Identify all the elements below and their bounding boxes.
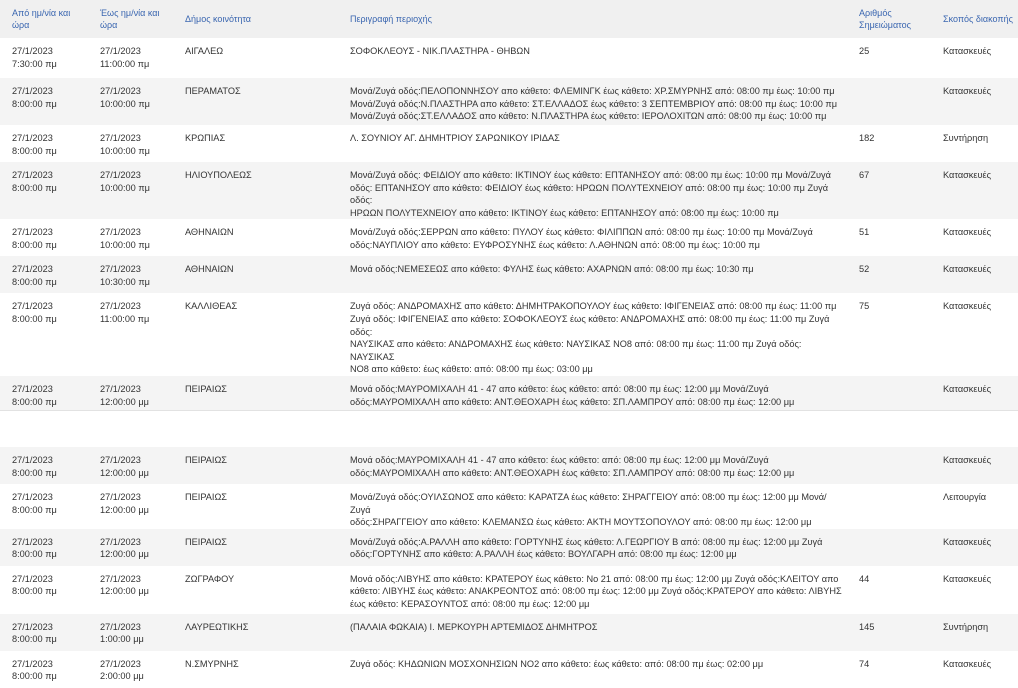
table-row (0, 219, 1018, 256)
cell-purpose: Κατασκευές (943, 301, 992, 312)
cell-from: 27/1/2023 8:00:00 πμ (0, 256, 88, 293)
cell-from: 27/1/2023 8:00:00 πμ (12, 491, 57, 515)
cell-municipality: ΚΑΛΛΙΘΕΑΣ (185, 301, 238, 312)
cell-municipality: ΑΘΗΝΑΙΩΝ (173, 256, 342, 293)
gap-cell (0, 410, 1018, 447)
cell-to: 27/1/2023 12:00:00 μμ (100, 491, 149, 515)
cell-purpose: Κατασκευές (935, 162, 1018, 219)
cell-to: 27/1/2023 12:00:00 μμ (88, 447, 173, 484)
cell-to: 27/1/2023 10:00:00 πμ (88, 78, 173, 125)
table-row (0, 162, 1018, 219)
cell-to: 27/1/2023 2:00:00 μμ (100, 658, 144, 682)
table-row (0, 651, 1018, 688)
cell-description: Μονά/Ζυγά οδός: ΦΕΙΔΙΟΥ απο κάθετο: ΙΚΤΙΝΟΥ έως κάθετο: ΕΠΤΑΝΗΣΟΥ από: 08:00 πμ έως: 10:00 πμ Μονά/Ζυγά οδός: ΕΠΤΑΝΗΣΟΥ απο κάθετο: ΦΕΙΔΙΟΥ έως κάθετο: ΗΡΩΩΝ ΠΟΛΥΤΕΧΝΕΙΟΥ από: 08:00 πμ έως: 10:00 πμ Ζυγά οδός: ΗΡΩΩΝ ΠΟΛΥΤΕΧΝΕΙΟΥ απο κάθετο: ΙΚΤΙΝΟΥ έως κάθετο: ΕΠΤΑΝΗΣΟΥ από: 08:00 πμ έως: 10:00 πμ (342, 162, 851, 219)
table-row (0, 256, 1018, 293)
cell-municipality: ΠΕΙΡΑΙΩΣ (173, 376, 342, 411)
header-number[interactable]: Αριθμός Σημειώματος (851, 0, 935, 38)
cell-description: Ζυγά οδός: ΑΝΔΡΟΜΑΧΗΣ απο κάθετο: ΔΗΜΗΤΡΑΚΟΠΟΥΛΟΥ έως κάθετο: ΙΦΙΓΕΝΕΙΑΣ από: 08:00 πμ έως: 11:00 πμ Ζυγά οδός: ΙΦΙΓΕΝΕΙΑΣ απο κάθετο: ΣΟΦΟΚΛΕΟΥΣ έως κάθετο: ΑΝΔΡΟΜΑΧΗΣ από: 08:00 πμ έως: 11:00 πμ Ζυγά οδός: ΝΑΥΣΙΚΑΣ απο κάθετο: ΑΝΔΡΟΜΑΧΗΣ έως κάθετο: ΝΑΥΣΙΚΑΣ ΝΟ8 από: 08:00 πμ έως: 11:00 πμ Ζυγά οδός: ΝΑΥΣΙΚΑΣ ΝΟ8 απο κάθετο: έως κάθετο: από: 08:00 πμ έως: 03:00 μμ (350, 301, 837, 375)
cell-to: 27/1/2023 12:00:00 μμ (88, 376, 173, 411)
cell-from: 27/1/2023 8:00:00 πμ (0, 78, 88, 125)
cell-purpose: Λειτουργία (943, 491, 987, 502)
cell-to: 27/1/2023 1:00:00 μμ (88, 614, 173, 651)
cell-description: Μονά οδός:ΜΑΥΡΟΜΙΧΑΛΗ 41 - 47 απο κάθετο: έως κάθετο: από: 08:00 πμ έως: 12:00 μμ Μονά/Ζυγά οδός:ΜΑΥΡΟΜΙΧΑΛΗ απο κάθετο: ΑΝΤ.ΘΕΟΧΑΡΗ έως κάθετο: ΣΠ.ΛΑΜΠΡΟΥ από: 08:00 πμ έως: 12:00 μμ (342, 447, 851, 484)
cell-number: 75 (859, 301, 870, 312)
cell-purpose: Κατασκευές (935, 529, 1018, 566)
table-gap (0, 410, 1018, 447)
cell-to: 27/1/2023 12:00:00 μμ (88, 529, 173, 566)
cell-number (851, 447, 935, 484)
cell-from: 27/1/2023 8:00:00 πμ (0, 376, 88, 411)
cell-purpose: Συντήρηση (943, 133, 989, 143)
cell-description: Λ. ΣΟΥΝΙΟΥ ΑΓ. ΔΗΜΗΤΡΙΟΥ ΣΑΡΩΝΙΚΟΥ ΙΡΙΔΑΣ (350, 133, 560, 143)
cell-to: 27/1/2023 10:00:00 πμ (100, 227, 150, 250)
cell-to: 27/1/2023 11:00:00 πμ (100, 301, 150, 324)
cell-purpose: Κατασκευές (943, 227, 992, 238)
cell-municipality: ΚΡΩΠΙΑΣ (185, 133, 226, 143)
table-row (0, 447, 1018, 484)
cell-municipality: ΠΕΙΡΑΙΩΣ (173, 529, 342, 566)
cell-from: 27/1/2023 8:00:00 πμ (12, 227, 57, 250)
cell-number (851, 376, 935, 411)
cell-municipality: ΑΘΗΝΑΙΩΝ (185, 227, 234, 238)
table-row (0, 293, 1018, 376)
table-row (0, 529, 1018, 566)
cell-description: Μονά/Ζυγά οδός:Α.ΡΑΛΛΗ απο κάθετο: ΓΟΡΤΥΝΗΣ έως κάθετο: Λ.ΓΕΩΡΓΙΟΥ Β από: 08:00 πμ έως: 12:00 μμ Ζυγά οδός:ΓΟΡΤΥΝΗΣ απο κάθετο: Α.ΡΑΛΛΗ έως κάθετο: ΒΟΥΛΓΑΡΗ από: 08:00 πμ έως: 12:00 μμ (342, 529, 851, 566)
cell-from: 27/1/2023 8:00:00 πμ (0, 614, 88, 651)
cell-purpose: Κατασκευές (935, 447, 1018, 484)
cell-purpose: Κατασκευές (935, 256, 1018, 293)
table-row (0, 78, 1018, 125)
cell-from: 27/1/2023 8:00:00 πμ (12, 573, 57, 597)
cell-municipality: ΛΑΥΡΕΩΤΙΚΗΣ (173, 614, 342, 651)
cell-number (851, 78, 935, 125)
cell-number: 67 (851, 162, 935, 219)
table-row (0, 566, 1018, 614)
cell-municipality: Ν.ΣΜΥΡΝΗΣ (185, 658, 239, 669)
cell-from: 27/1/2023 8:00:00 πμ (0, 447, 88, 484)
cell-from: 27/1/2023 8:00:00 πμ (12, 133, 57, 156)
cell-purpose: Κατασκευές (935, 376, 1018, 411)
cell-number: 44 (859, 573, 870, 584)
cell-to: 27/1/2023 12:00:00 μμ (100, 573, 149, 597)
cell-from: 27/1/2023 7:30:00 πμ (12, 46, 57, 69)
table-row (0, 38, 1018, 78)
cell-number: 182 (859, 133, 875, 143)
table-row (0, 614, 1018, 651)
cell-municipality: ΗΛΙΟΥΠΟΛΕΩΣ (173, 162, 342, 219)
table-row (0, 125, 1018, 162)
header-description[interactable]: Περιγραφή περιοχής (342, 0, 851, 38)
cell-purpose: Συντήρηση (935, 614, 1018, 651)
cell-description: ΣΟΦΟΚΛΕΟΥΣ - ΝΙΚ.ΠΛΑΣΤΗΡΑ - ΘΗΒΩΝ (350, 46, 530, 56)
cell-to: 27/1/2023 10:00:00 πμ (88, 162, 173, 219)
table-row (0, 484, 1018, 529)
cell-to: 27/1/2023 10:00:00 πμ (100, 133, 150, 156)
cell-purpose: Κατασκευές (935, 78, 1018, 125)
cell-municipality: ΠΕΙΡΑΙΩΣ (173, 447, 342, 484)
cell-description: Μονά οδός:ΛΙΒΥΗΣ απο κάθετο: ΚΡΑΤΕΡΟΥ έως κάθετο: Νο 21 από: 08:00 πμ έως: 12:00 μμ Ζυγά οδός:ΚΛΕΙΤΟΥ απο κάθετο: ΛΙΒΥΗΣ έως κάθετο: ΑΝΑΚΡΕΟΝΤΟΣ από: 08:00 πμ έως: 12:00 μμ Ζυγά οδός:ΚΡΑΤΕΡΟΥ απο κάθετο: ΛΙΒΥΗΣ έως κάθετο: ΚΕΡΑΣΟΥΝΤΟΣ από: 08:00 πμ έως: 12:00 μμ (350, 573, 842, 609)
cell-purpose: Κατασκευές (943, 46, 992, 56)
cell-purpose: Κατασκευές (943, 658, 992, 669)
cell-description: Μονά οδός:ΝΕΜΕΣΕΩΣ απο κάθετο: ΦΥΛΗΣ έως κάθετο: ΑΧΑΡΝΩΝ από: 08:00 πμ έως: 10:30 πμ (342, 256, 851, 293)
cell-description: Μονά/Ζυγά οδός:ΣΕΡΡΩΝ απο κάθετο: ΠΥΛΟΥ έως κάθετο: ΦΙΛΙΠΠΩΝ από: 08:00 πμ έως: 10:00 πμ Μονά/Ζυγά οδός:ΝΑΥΠΛΙΟΥ απο κάθετο: ΕΥΦΡΟΣΥΝΗΣ έως κάθετο: Λ.ΑΘΗΝΩΝ από: 08:00 πμ έως: 10:00 πμ (350, 227, 813, 250)
cell-municipality: ΠΕΙΡΑΙΩΣ (185, 491, 227, 502)
table-row (0, 376, 1018, 411)
cell-number: 145 (851, 614, 935, 651)
cell-municipality: ΑΙΓΑΛΕΩ (185, 46, 224, 56)
cell-description: Ζυγά οδός: ΚΗΔΩΝΙΩΝ ΜΟΣΧΟΝΗΣΙΩΝ ΝΟ2 απο κάθετο: έως κάθετο: από: 08:00 πμ έως: 02:00 μμ (350, 658, 764, 669)
cell-number (851, 529, 935, 566)
header-from[interactable]: Από ημ/νία και ώρα (0, 0, 88, 38)
cell-to: 27/1/2023 10:30:00 πμ (88, 256, 173, 293)
cell-to: 27/1/2023 11:00:00 πμ (100, 46, 150, 69)
cell-municipality: ΠΕΡΑΜΑΤΟΣ (173, 78, 342, 125)
cell-description: (ΠΑΛΑΙΑ ΦΩΚΑΙΑ) Ι. ΜΕΡΚΟΥΡΗ ΑΡΤΕΜΙΔΟΣ ΔΗΜΗΤΡΟΣ (342, 614, 851, 651)
cell-number (851, 484, 935, 529)
cell-description: Μονά/Ζυγά οδός:ΠΕΛΟΠΟΝΝΗΣΟΥ απο κάθετο: ΦΛΕΜΙΝΓΚ έως κάθετο: ΧΡ.ΣΜΥΡΝΗΣ από: 08:00 πμ έως: 10:00 πμ Μονά/Ζυγά οδός:Ν.ΠΛΑΣΤΗΡΑ απο κάθετο: ΣΤ.ΕΛΛΑΔΟΣ έως κάθετο: 3 ΣΕΠΤΕΜΒΡΙΟΥ από: 08:00 πμ έως: 10:00 πμ Μονά/Ζυγά οδός:ΣΤ.ΕΛΛΑΔΟΣ απο κάθετο: Ν.ΠΛΑΣΤΗΡΑ έως κάθετο: ΙΕΡΟΛΟΧΙΤΩΝ από: 08:00 πμ έως: 10:00 πμ (342, 78, 851, 125)
cell-from: 27/1/2023 8:00:00 πμ (0, 162, 88, 219)
cell-number: 52 (851, 256, 935, 293)
cell-number: 51 (859, 227, 870, 238)
cell-description: Μονά οδός:ΜΑΥΡΟΜΙΧΑΛΗ 41 - 47 απο κάθετο: έως κάθετο: από: 08:00 πμ έως: 12:00 μμ Μονά/Ζυγά οδός:ΜΑΥΡΟΜΙΧΑΛΗ απο κάθετο: ΑΝΤ.ΘΕΟΧΑΡΗ έως κάθετο: ΣΠ.ΛΑΜΠΡΟΥ από: 08:00 πμ έως: 12:00 μμ (342, 376, 851, 411)
table-header-row (0, 0, 1018, 38)
header-purpose[interactable]: Σκοπός διακοπής (935, 0, 1018, 38)
cell-purpose: Κατασκευές (943, 573, 992, 584)
header-municipality[interactable]: Δήμος κοινότητα (173, 0, 342, 38)
cell-from: 27/1/2023 8:00:00 πμ (12, 658, 57, 682)
cell-number: 25 (859, 46, 870, 56)
cell-from: 27/1/2023 8:00:00 πμ (0, 529, 88, 566)
cell-description: Μονά/Ζυγά οδός:ΟΥΙΛΣΩΝΟΣ απο κάθετο: ΚΑΡΑΤΖΑ έως κάθετο: ΣΗΡΑΓΓΕΙΟΥ από: 08:00 πμ έως: 12:00 μμ Μονά/Ζυγά οδός:ΣΗΡΑΓΓΕΙΟΥ απο κάθετο: ΚΛΕΜΑΝΣΩ έως κάθετο: ΑΚΤΗ ΜΟΥΤΣΟΠΟΥΛΟΥ από: 08:00 πμ έως: 12:00 μμ (350, 491, 827, 528)
cell-from: 27/1/2023 8:00:00 πμ (12, 301, 57, 324)
cell-municipality: ΖΩΓΡΑΦΟΥ (185, 573, 235, 584)
cell-number: 74 (859, 658, 870, 669)
header-to[interactable]: Έως ημ/νία και ώρα (88, 0, 173, 38)
